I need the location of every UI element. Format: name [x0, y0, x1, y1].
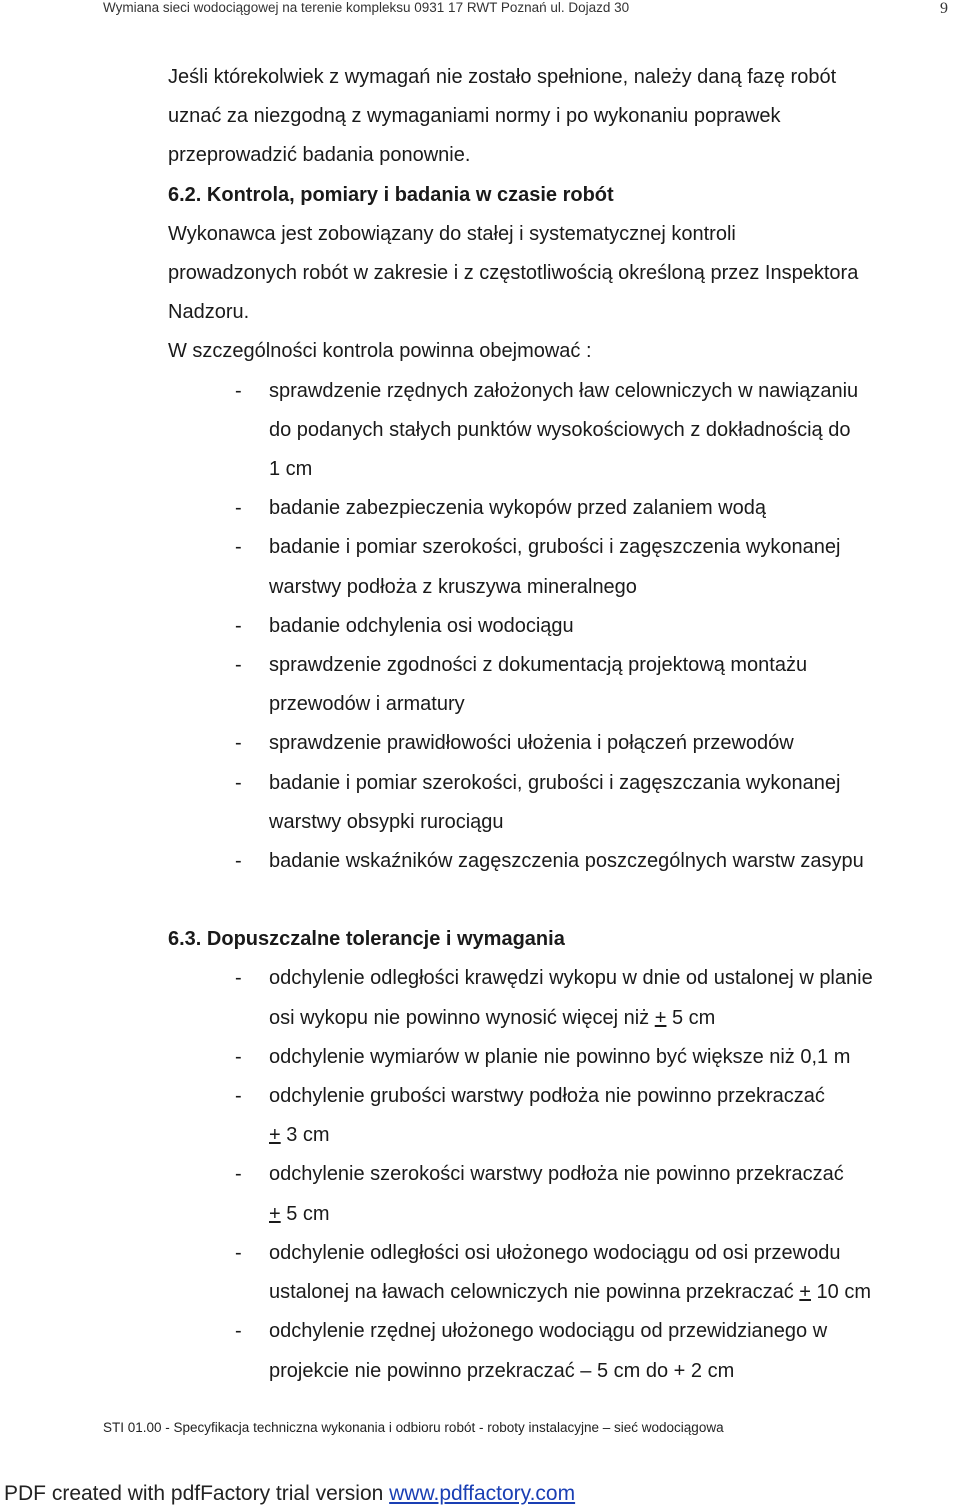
list-dash: - [235, 1241, 242, 1264]
section-number: 6.3. [168, 928, 202, 951]
list-item-line: badanie odchylenia osi wodociągu [269, 614, 574, 637]
list-item-line [269, 1195, 960, 1234]
plus-minus-sign: + [269, 1124, 281, 1147]
list-item-line: 1 cm [269, 458, 313, 481]
list-item [0, 724, 960, 763]
plus-minus-sign: + [269, 1202, 281, 1225]
pdf-watermark [4, 1482, 575, 1506]
list-dash: - [235, 1085, 242, 1108]
list-item-line: przewodów i armatury [269, 693, 465, 716]
text-run: 3 cm [280, 1124, 330, 1147]
text-run: osi wykopu nie powinno wynosić więcej niż [269, 1006, 655, 1029]
section-6-2-line: Nadzoru. [168, 301, 250, 324]
list-item-line: badanie i pomiar szerokości, grubości i zagęszczenia wykonanej [269, 536, 841, 559]
list-item-line: badanie wskaźników zagęszczenia poszczególnych warstw zasypu [269, 850, 864, 873]
list-item-line: warstwy obsypki rurociągu [269, 810, 504, 833]
list-item [0, 1038, 960, 1077]
list-item-line: projekcie nie powinno przekraczać – 5 cm do + 2 cm [269, 1359, 735, 1382]
specification-footer: STI 01.00 - Specyfikacja techniczna wykonania i odbioru robót - roboty instalacyjne – sieć wodociągowa [103, 1420, 724, 1435]
text-run: 10 cm [810, 1281, 872, 1304]
list-item-line: odchylenie wymiarów w planie nie powinno być większe niż 0,1 m [269, 1045, 851, 1068]
list-item-line [269, 1116, 960, 1155]
list-dash: - [235, 497, 242, 520]
list-item [0, 1155, 960, 1233]
list-item-line: odchylenie odległości krawędzi wykopu w dnie od ustalonej w planie [269, 967, 873, 990]
list-item-line: odchylenie grubości warstwy podłoża nie powinno przekraczać [269, 1085, 825, 1108]
text-run: ustalonej na ławach celowniczych nie powinna przekraczać [269, 1281, 800, 1304]
list-dash: - [235, 967, 242, 990]
intro-line: przeprowadzić badania ponownie. [168, 144, 471, 167]
section-6-2-line: prowadzonych robót w zakresie i z częstotliwością określoną przez Inspektora [168, 262, 859, 285]
page-number: 9 [940, 0, 948, 17]
control-scope-list [168, 372, 960, 882]
list-item-line [269, 1273, 960, 1312]
list-dash: - [235, 614, 242, 637]
list-dash: - [235, 1045, 242, 1068]
list-item-line: badanie i pomiar szerokości, grubości i zagęszczania wykonanej [269, 771, 841, 794]
section-6-2-line: W szczególności kontrola powinna obejmować : [168, 340, 592, 363]
list-dash: - [235, 771, 242, 794]
list-item-line: sprawdzenie zgodności z dokumentacją projektową montażu [269, 654, 808, 677]
list-item-line [269, 999, 960, 1038]
list-dash: - [235, 850, 242, 873]
list-item [0, 1234, 960, 1312]
list-dash: - [235, 536, 242, 559]
list-item-line: badanie zabezpieczenia wykopów przed zalaniem wodą [269, 497, 766, 520]
list-item [0, 607, 960, 646]
intro-line: Jeśli którekolwiek z wymagań nie zostało spełnione, należy daną fazę robót [168, 66, 837, 88]
tolerance-list [168, 959, 960, 1390]
list-item-line: odchylenie odległości osi ułożonego wodociągu od osi przewodu [269, 1241, 841, 1264]
list-dash: - [235, 732, 242, 755]
list-dash: - [235, 1163, 242, 1186]
list-item [0, 764, 960, 842]
list-item-line: warstwy podłoża z kruszywa mineralnego [269, 575, 637, 598]
section-heading-6-2: 6.2. Kontrola, pomiary i badania w czasie robót [168, 183, 614, 206]
list-item [0, 1312, 960, 1390]
list-item [0, 528, 960, 606]
section-spacer [168, 881, 960, 920]
list-dash: - [235, 379, 242, 402]
intro-line: uznać za niezgodną z wymaganiami normy i po wykonaniu poprawek [168, 105, 781, 128]
page-header-title: Wymiana sieci wodociągowej na terenie kompleksu 0931 17 RWT Poznań ul. Dojazd 30 [103, 0, 630, 15]
plus-minus-sign: + [654, 1006, 667, 1029]
list-dash: - [235, 654, 242, 677]
list-item [0, 959, 960, 1037]
pdf-watermark-text: PDF created with pdfFactory trial version [4, 1482, 390, 1505]
section-6-2-line: Wykonawca jest zobowiązany do stałej i systematycznej kontroli [168, 222, 736, 245]
list-item [0, 372, 960, 490]
section-heading-6-3 [168, 920, 960, 959]
list-item-line: sprawdzenie rzędnych założonych ław celowniczych w nawiązaniu [269, 379, 859, 402]
text-run: 5 cm [666, 1006, 716, 1029]
plus-minus-sign: + [799, 1281, 811, 1304]
text-run: 5 cm [280, 1202, 330, 1225]
pdffactory-link[interactable]: www.pdffactory.com [389, 1482, 576, 1505]
list-item [0, 1077, 960, 1155]
list-item-line: odchylenie rzędnej ułożonego wodociągu od przewidzianego w [269, 1320, 828, 1343]
list-item [0, 489, 960, 528]
list-dash: - [235, 1320, 242, 1343]
list-item [0, 842, 960, 881]
list-item-line: odchylenie szerokości warstwy podłoża nie powinno przekraczać [269, 1163, 844, 1186]
document-body [168, 58, 960, 1391]
section-title: Dopuszczalne tolerancje i wymagania [206, 928, 565, 951]
list-item-line: do podanych stałych punktów wysokościowych z dokładnością do [269, 418, 851, 441]
list-item [0, 646, 960, 724]
list-item-line: sprawdzenie prawidłowości ułożenia i połączeń przewodów [269, 732, 794, 755]
